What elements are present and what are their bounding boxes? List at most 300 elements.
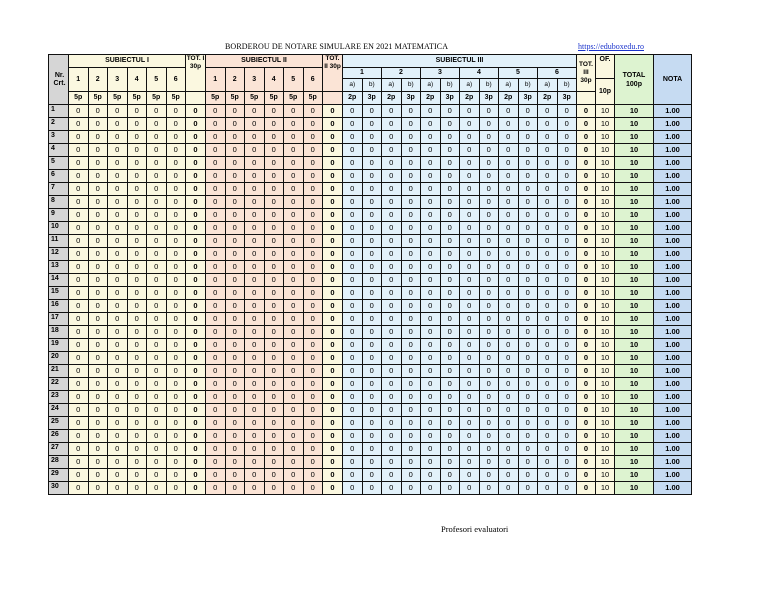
total-cell: 10 <box>615 131 654 144</box>
score-cell: 0 <box>440 313 460 326</box>
score-cell: 0 <box>225 378 245 391</box>
nota-cell: 1.00 <box>654 261 692 274</box>
score-cell: 0 <box>69 300 89 313</box>
score-cell: 0 <box>88 157 108 170</box>
score-cell: 0 <box>284 157 304 170</box>
score-cell: 0 <box>499 235 519 248</box>
score-cell: 0 <box>147 456 167 469</box>
score-cell: 0 <box>421 170 441 183</box>
score-cell: 0 <box>401 300 421 313</box>
score-cell: 0 <box>362 287 382 300</box>
row-number: 9 <box>49 209 69 222</box>
tot-3-cell: 0 <box>577 248 596 261</box>
score-cell: 0 <box>127 339 147 352</box>
score-cell: 0 <box>460 118 480 131</box>
score-cell: 0 <box>401 196 421 209</box>
score-cell: 0 <box>343 404 363 417</box>
total-cell: 10 <box>615 456 654 469</box>
score-cell: 0 <box>147 157 167 170</box>
score-cell: 0 <box>343 118 363 131</box>
score-cell: 0 <box>557 131 577 144</box>
score-cell: 0 <box>166 235 186 248</box>
score-cell: 0 <box>421 365 441 378</box>
score-cell: 0 <box>382 313 402 326</box>
score-cell: 0 <box>245 274 265 287</box>
score-cell: 0 <box>245 144 265 157</box>
score-cell: 0 <box>88 482 108 495</box>
score-cell: 0 <box>518 482 538 495</box>
score-cell: 0 <box>284 365 304 378</box>
subiect-3-group: 4 <box>460 68 499 79</box>
score-cell: 0 <box>88 248 108 261</box>
subiect-2-item: 4 <box>264 68 284 92</box>
row-number: 4 <box>49 144 69 157</box>
subiect-2-item: 5 <box>284 68 304 92</box>
tot-2-cell: 0 <box>323 404 343 417</box>
subiect-1-points: 5p <box>166 92 186 105</box>
score-cell: 0 <box>303 339 323 352</box>
tot-1-cell: 0 <box>186 196 206 209</box>
score-cell: 0 <box>557 430 577 443</box>
score-cell: 0 <box>127 391 147 404</box>
score-cell: 0 <box>147 404 167 417</box>
score-cell: 0 <box>264 404 284 417</box>
score-cell: 0 <box>401 157 421 170</box>
subiect-3-group: 6 <box>538 68 577 79</box>
score-cell: 0 <box>421 378 441 391</box>
score-cell: 0 <box>108 261 128 274</box>
subiect-1-item: 4 <box>127 68 147 92</box>
source-link[interactable]: https://eduboxedu.ro <box>578 42 644 51</box>
score-cell: 0 <box>108 131 128 144</box>
score-cell: 0 <box>166 157 186 170</box>
score-cell: 0 <box>264 209 284 222</box>
score-cell: 0 <box>382 183 402 196</box>
score-cell: 0 <box>245 391 265 404</box>
of-cell: 10 <box>596 404 615 417</box>
score-cell: 0 <box>166 248 186 261</box>
score-cell: 0 <box>225 300 245 313</box>
score-cell: 0 <box>557 144 577 157</box>
score-cell: 0 <box>401 287 421 300</box>
score-cell: 0 <box>225 430 245 443</box>
score-cell: 0 <box>382 404 402 417</box>
tot-3-cell: 0 <box>577 287 596 300</box>
tot-1-cell: 0 <box>186 469 206 482</box>
tot-1-cell: 0 <box>186 300 206 313</box>
score-cell: 0 <box>127 326 147 339</box>
score-cell: 0 <box>303 222 323 235</box>
score-cell: 0 <box>538 404 558 417</box>
score-cell: 0 <box>206 430 226 443</box>
score-cell: 0 <box>382 144 402 157</box>
tot-3-cell: 0 <box>577 417 596 430</box>
tot-1-cell: 0 <box>186 313 206 326</box>
score-cell: 0 <box>245 378 265 391</box>
score-cell: 0 <box>538 131 558 144</box>
score-cell: 0 <box>147 378 167 391</box>
subiect-3-group: 2 <box>382 68 421 79</box>
score-cell: 0 <box>518 300 538 313</box>
table-row <box>49 352 692 365</box>
score-cell: 0 <box>245 352 265 365</box>
score-cell: 0 <box>88 209 108 222</box>
subiect-1-item: 1 <box>69 68 89 92</box>
row-number: 22 <box>49 378 69 391</box>
row-number: 19 <box>49 339 69 352</box>
score-cell: 0 <box>343 209 363 222</box>
score-cell: 0 <box>343 430 363 443</box>
nota-cell: 1.00 <box>654 313 692 326</box>
score-cell: 0 <box>206 287 226 300</box>
score-cell: 0 <box>284 209 304 222</box>
of-cell: 10 <box>596 222 615 235</box>
score-cell: 0 <box>343 391 363 404</box>
score-cell: 0 <box>245 105 265 118</box>
score-cell: 0 <box>69 183 89 196</box>
tot-2-cell: 0 <box>323 443 343 456</box>
score-cell: 0 <box>499 170 519 183</box>
score-cell: 0 <box>499 469 519 482</box>
subiect-3-points: 2p <box>382 92 402 105</box>
score-cell: 0 <box>303 183 323 196</box>
score-cell: 0 <box>245 482 265 495</box>
score-cell: 0 <box>460 131 480 144</box>
score-cell: 0 <box>460 222 480 235</box>
score-cell: 0 <box>362 430 382 443</box>
score-cell: 0 <box>69 326 89 339</box>
score-cell: 0 <box>499 417 519 430</box>
score-cell: 0 <box>108 144 128 157</box>
score-cell: 0 <box>460 352 480 365</box>
total-cell: 10 <box>615 157 654 170</box>
tot-2-cell: 0 <box>323 261 343 274</box>
of-cell: 10 <box>596 105 615 118</box>
row-number: 7 <box>49 183 69 196</box>
score-cell: 0 <box>362 378 382 391</box>
score-cell: 0 <box>225 222 245 235</box>
score-cell: 0 <box>479 170 499 183</box>
score-cell: 0 <box>284 118 304 131</box>
score-cell: 0 <box>557 365 577 378</box>
score-cell: 0 <box>225 456 245 469</box>
score-cell: 0 <box>401 391 421 404</box>
of-cell: 10 <box>596 131 615 144</box>
score-cell: 0 <box>538 144 558 157</box>
score-cell: 0 <box>147 131 167 144</box>
score-cell: 0 <box>206 482 226 495</box>
score-cell: 0 <box>108 352 128 365</box>
score-cell: 0 <box>460 313 480 326</box>
score-cell: 0 <box>382 430 402 443</box>
score-cell: 0 <box>284 183 304 196</box>
nota-cell: 1.00 <box>654 339 692 352</box>
score-cell: 0 <box>557 456 577 469</box>
score-cell: 0 <box>264 118 284 131</box>
row-number: 5 <box>49 157 69 170</box>
nota-cell: 1.00 <box>654 196 692 209</box>
tot-3-cell: 0 <box>577 313 596 326</box>
score-cell: 0 <box>88 274 108 287</box>
score-cell: 0 <box>225 248 245 261</box>
score-cell: 0 <box>284 430 304 443</box>
score-cell: 0 <box>362 482 382 495</box>
score-cell: 0 <box>518 157 538 170</box>
tot-3-cell: 0 <box>577 144 596 157</box>
tot-2-cell: 0 <box>323 482 343 495</box>
score-cell: 0 <box>382 131 402 144</box>
score-cell: 0 <box>166 170 186 183</box>
score-cell: 0 <box>401 118 421 131</box>
score-cell: 0 <box>108 157 128 170</box>
score-cell: 0 <box>166 417 186 430</box>
score-cell: 0 <box>538 105 558 118</box>
score-cell: 0 <box>557 352 577 365</box>
score-cell: 0 <box>479 365 499 378</box>
score-cell: 0 <box>88 287 108 300</box>
score-cell: 0 <box>206 326 226 339</box>
subiect-1-points: 5p <box>88 92 108 105</box>
score-cell: 0 <box>166 300 186 313</box>
score-cell: 0 <box>499 118 519 131</box>
of-cell: 10 <box>596 248 615 261</box>
score-cell: 0 <box>127 157 147 170</box>
score-cell: 0 <box>460 417 480 430</box>
score-cell: 0 <box>88 391 108 404</box>
score-cell: 0 <box>401 430 421 443</box>
tot-1-cell: 0 <box>186 365 206 378</box>
score-cell: 0 <box>382 378 402 391</box>
tot-2-cell: 0 <box>323 469 343 482</box>
score-cell: 0 <box>225 404 245 417</box>
score-cell: 0 <box>499 131 519 144</box>
of-cell: 10 <box>596 430 615 443</box>
table-row <box>49 144 692 157</box>
score-cell: 0 <box>108 235 128 248</box>
score-cell: 0 <box>206 339 226 352</box>
tot-1-cell: 0 <box>186 443 206 456</box>
score-cell: 0 <box>343 235 363 248</box>
score-cell: 0 <box>343 365 363 378</box>
score-cell: 0 <box>69 196 89 209</box>
score-cell: 0 <box>284 248 304 261</box>
total-header: TOTAL 100p <box>615 55 654 105</box>
score-cell: 0 <box>206 209 226 222</box>
score-cell: 0 <box>440 261 460 274</box>
score-cell: 0 <box>127 170 147 183</box>
score-cell: 0 <box>264 417 284 430</box>
subiect-2-points: 5p <box>206 92 226 105</box>
score-cell: 0 <box>206 365 226 378</box>
nota-cell: 1.00 <box>654 105 692 118</box>
score-cell: 0 <box>264 170 284 183</box>
tot-2-cell: 0 <box>323 339 343 352</box>
score-cell: 0 <box>127 274 147 287</box>
score-cell: 0 <box>264 456 284 469</box>
score-cell: 0 <box>69 404 89 417</box>
score-cell: 0 <box>108 443 128 456</box>
score-cell: 0 <box>538 417 558 430</box>
score-cell: 0 <box>225 235 245 248</box>
of-cell: 10 <box>596 417 615 430</box>
score-cell: 0 <box>557 300 577 313</box>
score-cell: 0 <box>147 417 167 430</box>
score-cell: 0 <box>479 313 499 326</box>
score-cell: 0 <box>460 404 480 417</box>
tot-3-cell: 0 <box>577 443 596 456</box>
score-cell: 0 <box>557 248 577 261</box>
row-number: 23 <box>49 391 69 404</box>
score-cell: 0 <box>264 261 284 274</box>
score-cell: 0 <box>440 365 460 378</box>
score-cell: 0 <box>166 456 186 469</box>
score-cell: 0 <box>166 326 186 339</box>
score-cell: 0 <box>147 261 167 274</box>
score-cell: 0 <box>557 339 577 352</box>
score-cell: 0 <box>538 209 558 222</box>
score-cell: 0 <box>362 261 382 274</box>
score-cell: 0 <box>401 248 421 261</box>
tot-3-cell: 0 <box>577 170 596 183</box>
subiect-2-item: 1 <box>206 68 226 92</box>
score-cell: 0 <box>69 274 89 287</box>
tot-1-cell: 0 <box>186 170 206 183</box>
score-cell: 0 <box>538 287 558 300</box>
score-cell: 0 <box>147 469 167 482</box>
tot-3-cell: 0 <box>577 482 596 495</box>
score-cell: 0 <box>127 365 147 378</box>
of-cell: 10 <box>596 274 615 287</box>
score-cell: 0 <box>88 443 108 456</box>
subiect-2-item: 6 <box>303 68 323 92</box>
score-cell: 0 <box>264 222 284 235</box>
table-row <box>49 313 692 326</box>
score-cell: 0 <box>518 274 538 287</box>
score-cell: 0 <box>147 183 167 196</box>
score-cell: 0 <box>206 131 226 144</box>
of-points: 10p <box>596 79 615 105</box>
tot-2-blank <box>323 92 343 105</box>
score-cell: 0 <box>518 365 538 378</box>
score-cell: 0 <box>343 326 363 339</box>
score-cell: 0 <box>108 183 128 196</box>
score-cell: 0 <box>147 248 167 261</box>
score-cell: 0 <box>440 209 460 222</box>
score-cell: 0 <box>225 105 245 118</box>
of-header: OF. <box>596 55 615 79</box>
score-cell: 0 <box>284 417 304 430</box>
score-cell: 0 <box>147 287 167 300</box>
score-cell: 0 <box>264 274 284 287</box>
score-cell: 0 <box>479 456 499 469</box>
score-cell: 0 <box>206 352 226 365</box>
score-cell: 0 <box>421 443 441 456</box>
score-cell: 0 <box>303 456 323 469</box>
score-cell: 0 <box>343 261 363 274</box>
score-cell: 0 <box>460 378 480 391</box>
score-cell: 0 <box>362 365 382 378</box>
score-cell: 0 <box>147 196 167 209</box>
score-cell: 0 <box>147 482 167 495</box>
score-cell: 0 <box>147 352 167 365</box>
score-cell: 0 <box>245 118 265 131</box>
score-cell: 0 <box>166 144 186 157</box>
score-cell: 0 <box>127 313 147 326</box>
nota-cell: 1.00 <box>654 417 692 430</box>
of-cell: 10 <box>596 196 615 209</box>
score-cell: 0 <box>499 404 519 417</box>
score-cell: 0 <box>245 222 265 235</box>
of-cell: 10 <box>596 183 615 196</box>
score-cell: 0 <box>69 157 89 170</box>
score-cell: 0 <box>440 131 460 144</box>
score-cell: 0 <box>127 118 147 131</box>
score-cell: 0 <box>460 209 480 222</box>
score-cell: 0 <box>440 430 460 443</box>
tot-2-cell: 0 <box>323 222 343 235</box>
score-cell: 0 <box>499 287 519 300</box>
score-cell: 0 <box>166 404 186 417</box>
score-cell: 0 <box>284 131 304 144</box>
score-cell: 0 <box>479 287 499 300</box>
subiect-3-group: 3 <box>421 68 460 79</box>
score-cell: 0 <box>264 131 284 144</box>
score-cell: 0 <box>127 144 147 157</box>
score-cell: 0 <box>440 352 460 365</box>
subiect-3-group: 1 <box>343 68 382 79</box>
score-cell: 0 <box>284 326 304 339</box>
tot-1-cell: 0 <box>186 326 206 339</box>
score-cell: 0 <box>362 222 382 235</box>
score-cell: 0 <box>401 105 421 118</box>
score-cell: 0 <box>206 170 226 183</box>
score-cell: 0 <box>421 183 441 196</box>
subiect-1-points: 5p <box>147 92 167 105</box>
total-cell: 10 <box>615 209 654 222</box>
score-cell: 0 <box>557 404 577 417</box>
score-cell: 0 <box>166 196 186 209</box>
score-cell: 0 <box>440 287 460 300</box>
total-cell: 10 <box>615 430 654 443</box>
score-cell: 0 <box>166 443 186 456</box>
subiect-3-points: 3p <box>518 92 538 105</box>
score-cell: 0 <box>538 378 558 391</box>
row-number: 2 <box>49 118 69 131</box>
score-cell: 0 <box>479 404 499 417</box>
score-cell: 0 <box>401 404 421 417</box>
score-cell: 0 <box>206 196 226 209</box>
score-cell: 0 <box>479 469 499 482</box>
tot-3-cell: 0 <box>577 404 596 417</box>
table-row <box>49 482 692 495</box>
subiect-3-subitem: b) <box>362 79 382 92</box>
nota-cell: 1.00 <box>654 352 692 365</box>
tot-1-blank <box>186 92 206 105</box>
score-cell: 0 <box>108 391 128 404</box>
score-cell: 0 <box>108 469 128 482</box>
tot-1-cell: 0 <box>186 131 206 144</box>
row-number: 24 <box>49 404 69 417</box>
score-cell: 0 <box>460 196 480 209</box>
score-cell: 0 <box>303 274 323 287</box>
score-cell: 0 <box>499 261 519 274</box>
score-cell: 0 <box>538 118 558 131</box>
score-cell: 0 <box>245 365 265 378</box>
score-cell: 0 <box>479 326 499 339</box>
score-cell: 0 <box>440 248 460 261</box>
score-cell: 0 <box>166 469 186 482</box>
tot-1-cell: 0 <box>186 144 206 157</box>
